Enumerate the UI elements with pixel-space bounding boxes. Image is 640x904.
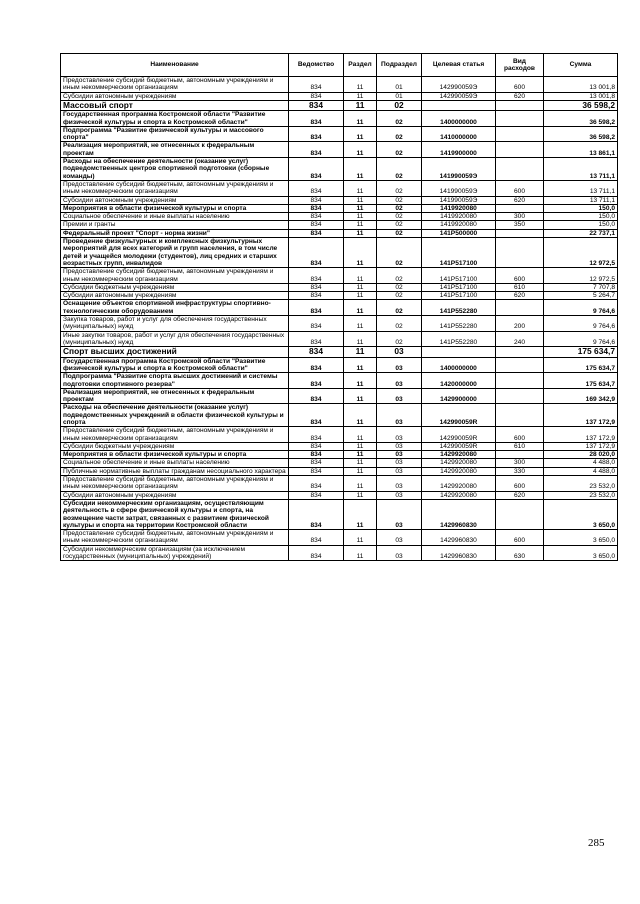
row-subsection: 02 — [377, 126, 422, 142]
row-name: Субсидии автономным учреждениям — [61, 491, 289, 499]
row-name: Реализация мероприятий, не отнесенных к федеральным проектам — [61, 142, 289, 158]
row-subsection: 02 — [377, 300, 422, 316]
row-department: 834 — [289, 77, 344, 93]
row-name: Реализация мероприятий, не отнесенных к федеральным проектам — [61, 388, 289, 404]
row-department: 834 — [289, 530, 344, 546]
row-target-article: 1419900000 — [422, 142, 496, 158]
row-amount: 12 972,5 — [544, 268, 618, 284]
row-section: 11 — [344, 347, 377, 357]
row-subsection: 03 — [377, 530, 422, 546]
table-row — [61, 111, 618, 127]
row-name: Субсидии бюджетным учреждениям — [61, 442, 289, 450]
table-row — [61, 196, 618, 204]
row-name: Мероприятия в области физической культуры и спорта — [61, 451, 289, 459]
row-department: 834 — [289, 499, 344, 529]
row-name: Субсидии некоммерческим организациям, осуществляющим деятельность в сфере физической культуры и спорта, на возмещение части затрат, связанных с развитием физической культуры и спорта на территории Костромской области — [61, 499, 289, 529]
row-section: 11 — [344, 77, 377, 93]
row-amount: 13 711,1 — [544, 158, 618, 181]
row-target-article: 1419920080 — [422, 213, 496, 221]
row-target-article: 1429920080 — [422, 451, 496, 459]
row-name: Премии и гранты — [61, 221, 289, 229]
row-section: 11 — [344, 442, 377, 450]
row-department: 834 — [289, 204, 344, 212]
row-subsection: 03 — [377, 442, 422, 450]
row-name: Социальное обеспечение и иные выплаты населению — [61, 213, 289, 221]
row-department: 834 — [289, 126, 344, 142]
row-name: Федеральный проект "Спорт - норма жизни" — [61, 229, 289, 237]
row-expense-type — [496, 388, 544, 404]
table-row — [61, 221, 618, 229]
row-expense-type — [496, 158, 544, 181]
row-target-article — [422, 100, 496, 110]
row-expense-type — [496, 238, 544, 268]
row-amount: 175 634,7 — [544, 357, 618, 373]
row-expense-type: 600 — [496, 180, 544, 196]
header-row — [61, 54, 618, 77]
row-target-article: 1429920080 — [422, 476, 496, 492]
row-section: 11 — [344, 180, 377, 196]
row-name: Субсидии автономным учреждениям — [61, 92, 289, 100]
row-name: Публичные нормативные выплаты гражданам несоциального характера — [61, 467, 289, 475]
row-amount: 137 172,9 — [544, 404, 618, 427]
table-row — [61, 92, 618, 100]
row-name: Предоставление субсидий бюджетным, автономным учреждениям и иным некоммерческим организациям — [61, 180, 289, 196]
table-row — [61, 451, 618, 459]
row-department: 834 — [289, 292, 344, 300]
row-expense-type: 620 — [496, 92, 544, 100]
row-subsection: 03 — [377, 476, 422, 492]
row-subsection: 02 — [377, 283, 422, 291]
table-row — [61, 427, 618, 443]
row-amount: 13 001,8 — [544, 77, 618, 93]
row-target-article: 1429900000 — [422, 388, 496, 404]
row-target-article: 141P552280 — [422, 300, 496, 316]
row-name: Подпрограмма "Развитие спорта высших достижений и системы подготовки спортивного резерва" — [61, 373, 289, 389]
row-target-article: 1419920080 — [422, 221, 496, 229]
row-department: 834 — [289, 459, 344, 467]
row-amount: 36 598,2 — [544, 100, 618, 110]
table-row — [61, 331, 618, 347]
row-department: 834 — [289, 238, 344, 268]
table-row — [61, 530, 618, 546]
row-section: 11 — [344, 158, 377, 181]
row-target-article: 1429960830 — [422, 530, 496, 546]
row-section: 11 — [344, 331, 377, 347]
row-amount: 4 488,0 — [544, 459, 618, 467]
row-target-article: 141990059Э — [422, 158, 496, 181]
row-section: 11 — [344, 238, 377, 268]
row-department: 834 — [289, 467, 344, 475]
row-target-article: 142990059Э — [422, 92, 496, 100]
row-department: 834 — [289, 331, 344, 347]
table-row — [61, 229, 618, 237]
page-number: 285 — [588, 837, 605, 849]
row-department: 834 — [289, 373, 344, 389]
row-amount: 175 634,7 — [544, 347, 618, 357]
row-name: Мероприятия в области физической культуры и спорта — [61, 204, 289, 212]
table-row — [61, 126, 618, 142]
row-subsection: 02 — [377, 229, 422, 237]
row-expense-type: 300 — [496, 213, 544, 221]
table-row — [61, 180, 618, 196]
row-target-article: 1400000000 — [422, 111, 496, 127]
row-section: 11 — [344, 467, 377, 475]
row-amount: 175 634,7 — [544, 373, 618, 389]
row-amount: 36 598,2 — [544, 111, 618, 127]
row-target-article: 1400000000 — [422, 357, 496, 373]
row-subsection: 03 — [377, 404, 422, 427]
row-target-article: 141990059Э — [422, 180, 496, 196]
row-department: 834 — [289, 229, 344, 237]
row-department: 834 — [289, 442, 344, 450]
row-department: 834 — [289, 476, 344, 492]
row-section: 11 — [344, 388, 377, 404]
row-section: 11 — [344, 100, 377, 110]
row-name: Подпрограмма "Развитие физической культуры и массового спорта" — [61, 126, 289, 142]
row-name: Спорт высших достижений — [61, 347, 289, 357]
row-department: 834 — [289, 92, 344, 100]
row-section: 11 — [344, 292, 377, 300]
row-name: Предоставление субсидий бюджетным, автономным учреждениям и иным некоммерческим организациям — [61, 427, 289, 443]
table-row — [61, 283, 618, 291]
row-name: Предоставление субсидий бюджетным, автономным учреждениям и иным некоммерческим организациям — [61, 530, 289, 546]
row-name: Субсидии автономным учреждениям — [61, 196, 289, 204]
table-row — [61, 300, 618, 316]
row-expense-type — [496, 373, 544, 389]
row-section: 11 — [344, 427, 377, 443]
row-name: Субсидии некоммерческим организациям (за исключением государственных (муниципальных) учреждений) — [61, 545, 289, 561]
row-amount: 22 737,1 — [544, 229, 618, 237]
row-section: 11 — [344, 491, 377, 499]
header-subsection: Подраздел — [377, 54, 422, 77]
table-row — [61, 268, 618, 284]
row-amount: 150,0 — [544, 204, 618, 212]
row-department: 834 — [289, 142, 344, 158]
row-expense-type — [496, 204, 544, 212]
table-row — [61, 213, 618, 221]
table-row — [61, 292, 618, 300]
row-target-article: 142990059Э — [422, 77, 496, 93]
row-subsection: 02 — [377, 196, 422, 204]
header-amount: Сумма — [544, 54, 618, 77]
row-expense-type — [496, 100, 544, 110]
row-subsection: 03 — [377, 451, 422, 459]
row-section: 11 — [344, 111, 377, 127]
row-section: 11 — [344, 451, 377, 459]
row-section: 11 — [344, 357, 377, 373]
row-name: Проведение физкультурных и комплексных физкультурных мероприятий для всех категорий и групп населения, в том числе детей и учащейся молодежи (студентов), лиц средних и старших возрастных групп, инвалидов — [61, 238, 289, 268]
row-department: 834 — [289, 158, 344, 181]
row-section: 11 — [344, 545, 377, 561]
row-expense-type — [496, 142, 544, 158]
row-section: 11 — [344, 283, 377, 291]
row-target-article: 1420000000 — [422, 373, 496, 389]
budget-table — [60, 53, 618, 561]
row-department: 834 — [289, 491, 344, 499]
row-department: 834 — [289, 451, 344, 459]
row-target-article: 142990059R — [422, 442, 496, 450]
row-amount: 28 020,0 — [544, 451, 618, 459]
row-name: Социальное обеспечение и иные выплаты населению — [61, 459, 289, 467]
row-expense-type — [496, 229, 544, 237]
header-target-article: Целевая статья — [422, 54, 496, 77]
row-target-article: 141P500000 — [422, 229, 496, 237]
row-amount: 4 488,0 — [544, 467, 618, 475]
header-section: Раздел — [344, 54, 377, 77]
table-row — [61, 404, 618, 427]
table-row — [61, 499, 618, 529]
row-amount: 12 972,5 — [544, 238, 618, 268]
row-department: 834 — [289, 111, 344, 127]
row-expense-type: 330 — [496, 467, 544, 475]
row-target-article: 141990059Э — [422, 196, 496, 204]
row-target-article: 1429920080 — [422, 491, 496, 499]
row-target-article: 141P517100 — [422, 268, 496, 284]
row-amount: 13 711,1 — [544, 196, 618, 204]
row-section: 11 — [344, 204, 377, 212]
row-expense-type: 600 — [496, 476, 544, 492]
row-amount: 150,0 — [544, 213, 618, 221]
row-subsection: 01 — [377, 77, 422, 93]
row-amount: 169 342,9 — [544, 388, 618, 404]
row-subsection: 02 — [377, 142, 422, 158]
row-subsection: 03 — [377, 373, 422, 389]
row-name: Оснащение объектов спортивной инфраструктуры спортивно-технологическим оборудованием — [61, 300, 289, 316]
row-subsection: 03 — [377, 388, 422, 404]
row-expense-type: 620 — [496, 491, 544, 499]
table-row — [61, 388, 618, 404]
row-expense-type: 600 — [496, 77, 544, 93]
row-expense-type — [496, 499, 544, 529]
row-subsection: 03 — [377, 467, 422, 475]
row-name: Закупка товаров, работ и услуг для обеспечения государственных (муниципальных) нужд — [61, 316, 289, 332]
row-amount: 3 650,0 — [544, 545, 618, 561]
header-expense-type: Вид расходов — [496, 54, 544, 77]
row-target-article: 1429960830 — [422, 499, 496, 529]
row-amount: 137 172,9 — [544, 442, 618, 450]
table-row — [61, 347, 618, 357]
row-expense-type — [496, 451, 544, 459]
row-expense-type: 630 — [496, 545, 544, 561]
row-target-article: 1429960830 — [422, 545, 496, 561]
row-department: 834 — [289, 283, 344, 291]
row-section: 11 — [344, 92, 377, 100]
row-subsection: 03 — [377, 357, 422, 373]
row-amount: 9 764,6 — [544, 331, 618, 347]
header-name: Наименование — [61, 54, 289, 77]
table-row — [61, 142, 618, 158]
row-section: 11 — [344, 213, 377, 221]
row-amount: 150,0 — [544, 221, 618, 229]
row-department: 834 — [289, 180, 344, 196]
row-section: 11 — [344, 221, 377, 229]
row-department: 834 — [289, 196, 344, 204]
row-subsection: 02 — [377, 238, 422, 268]
row-department: 834 — [289, 545, 344, 561]
table-row — [61, 100, 618, 110]
row-name: Субсидии бюджетным учреждениям — [61, 283, 289, 291]
table-row — [61, 545, 618, 561]
row-amount: 23 532,0 — [544, 476, 618, 492]
row-section: 11 — [344, 316, 377, 332]
table-row — [61, 316, 618, 332]
row-amount: 137 172,9 — [544, 427, 618, 443]
row-target-article: 142990059R — [422, 427, 496, 443]
row-target-article: 1410000000 — [422, 126, 496, 142]
row-subsection: 03 — [377, 545, 422, 561]
row-expense-type: 350 — [496, 221, 544, 229]
row-section: 11 — [344, 476, 377, 492]
row-amount: 3 650,0 — [544, 530, 618, 546]
row-department: 834 — [289, 404, 344, 427]
row-department: 834 — [289, 213, 344, 221]
row-subsection: 02 — [377, 316, 422, 332]
row-amount: 9 764,6 — [544, 316, 618, 332]
row-subsection: 02 — [377, 213, 422, 221]
row-subsection: 01 — [377, 92, 422, 100]
row-subsection: 02 — [377, 268, 422, 284]
header-department: Ведомство — [289, 54, 344, 77]
table-row — [61, 204, 618, 212]
table-row — [61, 491, 618, 499]
row-section: 11 — [344, 142, 377, 158]
row-subsection: 02 — [377, 180, 422, 196]
row-expense-type: 600 — [496, 530, 544, 546]
table-row — [61, 77, 618, 93]
table-row — [61, 158, 618, 181]
row-department: 834 — [289, 100, 344, 110]
row-name: Расходы на обеспечение деятельности (оказание услуг) подведомственных учреждений в области физической культуры и спорта — [61, 404, 289, 427]
row-amount: 9 764,6 — [544, 300, 618, 316]
row-section: 11 — [344, 459, 377, 467]
table-row — [61, 459, 618, 467]
table-row — [61, 238, 618, 268]
row-section: 11 — [344, 229, 377, 237]
row-name: Расходы на обеспечение деятельности (оказание услуг) подведомственных центров спортивной подготовки (сборные команды) — [61, 158, 289, 181]
row-department: 834 — [289, 347, 344, 357]
row-target-article: 142990059R — [422, 404, 496, 427]
row-section: 11 — [344, 530, 377, 546]
row-subsection: 02 — [377, 100, 422, 110]
row-target-article: 141P552280 — [422, 331, 496, 347]
row-section: 11 — [344, 196, 377, 204]
row-target-article: 1429920080 — [422, 467, 496, 475]
table-row — [61, 467, 618, 475]
row-section: 11 — [344, 300, 377, 316]
row-section: 11 — [344, 499, 377, 529]
row-expense-type: 600 — [496, 427, 544, 443]
row-expense-type — [496, 126, 544, 142]
row-section: 11 — [344, 404, 377, 427]
row-subsection: 02 — [377, 204, 422, 212]
row-department: 834 — [289, 221, 344, 229]
row-expense-type — [496, 357, 544, 373]
row-amount: 13 711,1 — [544, 180, 618, 196]
row-expense-type — [496, 300, 544, 316]
row-section: 11 — [344, 126, 377, 142]
row-name: Массовый спорт — [61, 100, 289, 110]
row-subsection: 03 — [377, 459, 422, 467]
row-target-article: 141P517100 — [422, 283, 496, 291]
row-department: 834 — [289, 357, 344, 373]
table-row — [61, 373, 618, 389]
row-expense-type: 610 — [496, 283, 544, 291]
row-department: 834 — [289, 388, 344, 404]
row-expense-type: 620 — [496, 196, 544, 204]
table-row — [61, 442, 618, 450]
row-subsection: 03 — [377, 347, 422, 357]
row-amount: 3 650,0 — [544, 499, 618, 529]
row-target-article: 1419920080 — [422, 204, 496, 212]
row-subsection: 03 — [377, 499, 422, 529]
row-expense-type — [496, 347, 544, 357]
row-name: Иные закупки товаров, работ и услуг для обеспечения государственных (муниципальных) нужд — [61, 331, 289, 347]
row-expense-type — [496, 111, 544, 127]
row-expense-type: 610 — [496, 442, 544, 450]
row-subsection: 02 — [377, 331, 422, 347]
row-name: Государственная программа Костромской области "Развитие физической культуры и спорта в Костромской области" — [61, 357, 289, 373]
row-department: 834 — [289, 300, 344, 316]
row-expense-type: 300 — [496, 459, 544, 467]
row-expense-type: 600 — [496, 268, 544, 284]
row-subsection: 02 — [377, 292, 422, 300]
row-amount: 7 707,8 — [544, 283, 618, 291]
row-amount: 13 861,1 — [544, 142, 618, 158]
row-target-article: 141P517100 — [422, 292, 496, 300]
row-name: Предоставление субсидий бюджетным, автономным учреждениям и иным некоммерческим организациям — [61, 268, 289, 284]
table-row — [61, 476, 618, 492]
row-department: 834 — [289, 427, 344, 443]
row-subsection: 03 — [377, 427, 422, 443]
row-department: 834 — [289, 268, 344, 284]
row-section: 11 — [344, 268, 377, 284]
row-section: 11 — [344, 373, 377, 389]
table-row — [61, 357, 618, 373]
row-expense-type: 200 — [496, 316, 544, 332]
row-expense-type: 620 — [496, 292, 544, 300]
row-subsection: 02 — [377, 158, 422, 181]
row-expense-type — [496, 404, 544, 427]
row-subsection: 02 — [377, 221, 422, 229]
row-amount: 5 264,7 — [544, 292, 618, 300]
row-target-article — [422, 347, 496, 357]
row-amount: 13 001,8 — [544, 92, 618, 100]
row-subsection: 02 — [377, 111, 422, 127]
row-target-article: 1429920080 — [422, 459, 496, 467]
row-subsection: 03 — [377, 491, 422, 499]
row-name: Субсидии автономным учреждениям — [61, 292, 289, 300]
row-amount: 23 532,0 — [544, 491, 618, 499]
row-name: Предоставление субсидий бюджетным, автономным учреждениям и иным некоммерческим организациям — [61, 77, 289, 93]
row-target-article: 141P552280 — [422, 316, 496, 332]
row-name: Предоставление субсидий бюджетным, автономным учреждениям и иным некоммерческим организациям — [61, 476, 289, 492]
row-amount: 36 598,2 — [544, 126, 618, 142]
row-expense-type: 240 — [496, 331, 544, 347]
row-department: 834 — [289, 316, 344, 332]
row-name: Государственная программа Костромской области "Развитие физической культуры и спорта в Костромской области" — [61, 111, 289, 127]
row-target-article: 141P517100 — [422, 238, 496, 268]
